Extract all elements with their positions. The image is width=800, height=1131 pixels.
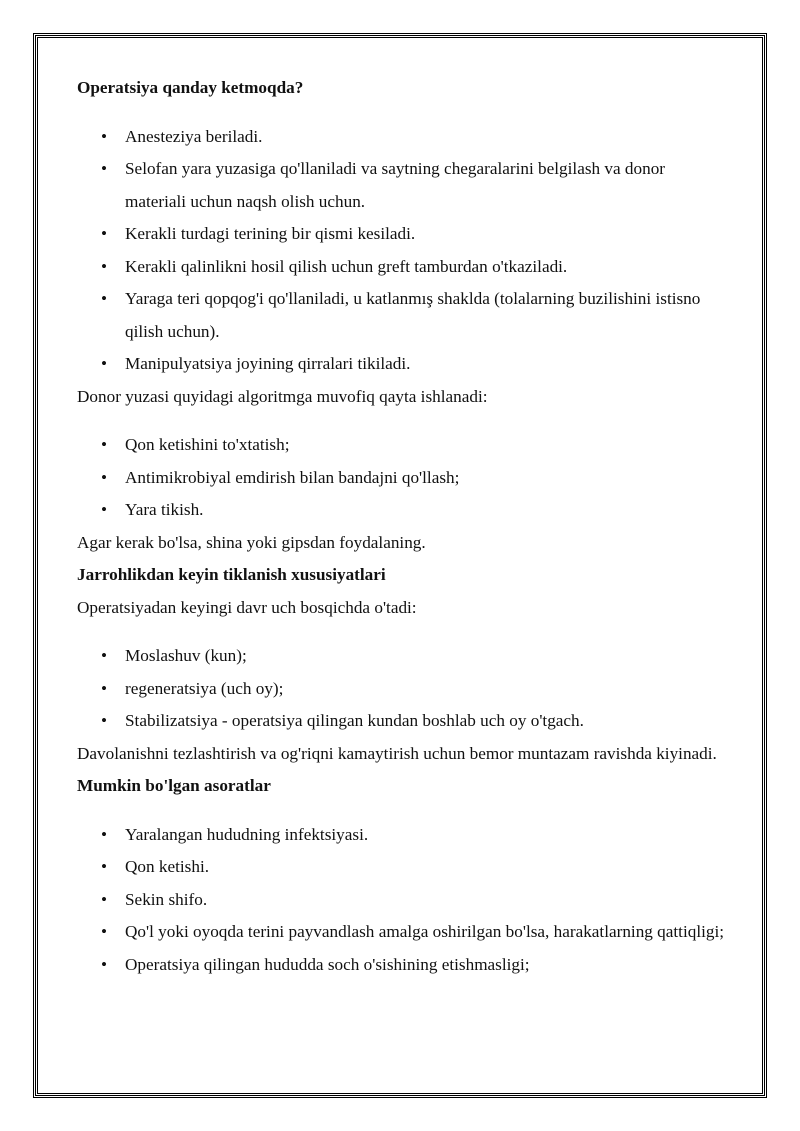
bullet: • <box>101 159 108 178</box>
list-item: • Operatsiya qilingan hududda soch o'sishining etishmasligi; <box>77 949 727 982</box>
document-body <box>77 72 727 981</box>
list-item: • Qon ketishini to'xtatish; <box>77 429 727 462</box>
list-item: • Stabilizatsiya - operatsiya qilingan kundan boshlab uch oy o'tgach. <box>77 705 727 738</box>
bullet: • <box>101 289 108 308</box>
complications-list <box>77 819 727 982</box>
list-item: • regeneratsiya (uch oy); <box>77 673 727 706</box>
list-item: • Kerakli turdagi terining bir qismi kesiladi. <box>77 218 727 251</box>
recovery-stages-list <box>77 640 727 738</box>
bullet: • <box>101 500 108 519</box>
bullet: • <box>101 354 108 373</box>
section-heading-operation: Operatsiya qanday ketmoqda? <box>77 78 304 97</box>
list-item: • Anesteziya beriladi. <box>77 121 727 154</box>
list-item: • Moslashuv (kun); <box>77 640 727 673</box>
list-item: • Yaraga teri qopqog'i qo'llaniladi, u katlanmış shaklda (tolalarning buzilishini istisno qilish uchun). <box>77 283 727 348</box>
list-item: • Sekin shifo. <box>77 884 727 917</box>
bullet: • <box>101 435 108 454</box>
bullet: • <box>101 224 108 243</box>
bullet: • <box>101 824 108 844</box>
list-item: • Selofan yara yuzasiga qo'llaniladi va saytning chegaralarini belgilash va donor materiali uchun naqsh olish uchun. <box>77 153 727 218</box>
bullet: • <box>101 646 108 665</box>
bullet: • <box>101 922 108 941</box>
section-heading-recovery: Jarrohlikdan keyin tiklanish xususiyatlari <box>77 565 386 584</box>
section-heading-complications: Mumkin bo'lgan asoratlar <box>77 776 271 795</box>
list-item: • Qo'l yoki oyoqda terini payvandlash amalga oshirilgan bo'lsa, harakatlarning qattiqligi; <box>77 916 727 949</box>
bullet: • <box>101 954 108 974</box>
splint-note: Agar kerak bo'lsa, shina yoki gipsdan foydalaning. <box>77 532 426 552</box>
donor-surface-intro: Donor yuzasi quyidagi algoritmga muvofiq qayta ishlanadi: <box>77 386 488 406</box>
bullet: • <box>101 678 108 698</box>
bullet: • <box>101 711 108 730</box>
list-item: • Qon ketishi. <box>77 851 727 884</box>
list-item: • Kerakli qalinlikni hosil qilish uchun greft tamburdan o'tkaziladi. <box>77 251 727 284</box>
bullet: • <box>101 889 108 909</box>
recovery-intro: Operatsiyadan keyingi davr uch bosqichda o'tadi: <box>77 597 417 617</box>
dressing-note: Davolanishni tezlashtirish va og'riqni kamaytirish uchun bemor muntazam ravishda kiyinadi. <box>77 743 717 763</box>
operation-steps-list <box>77 121 727 381</box>
list-item: • Antimikrobiyal emdirish bilan bandajni qo'llash; <box>77 462 727 495</box>
list-item: • Manipulyatsiya joyining qirralari tikiladi. <box>77 348 727 381</box>
bullet: • <box>101 857 108 876</box>
bullet: • <box>101 126 108 146</box>
list-item: • Yara tikish. <box>77 494 727 527</box>
donor-surface-list <box>77 429 727 527</box>
bullet: • <box>101 467 108 487</box>
bullet: • <box>101 256 108 276</box>
list-item: • Yaralangan hududning infektsiyasi. <box>77 819 727 852</box>
